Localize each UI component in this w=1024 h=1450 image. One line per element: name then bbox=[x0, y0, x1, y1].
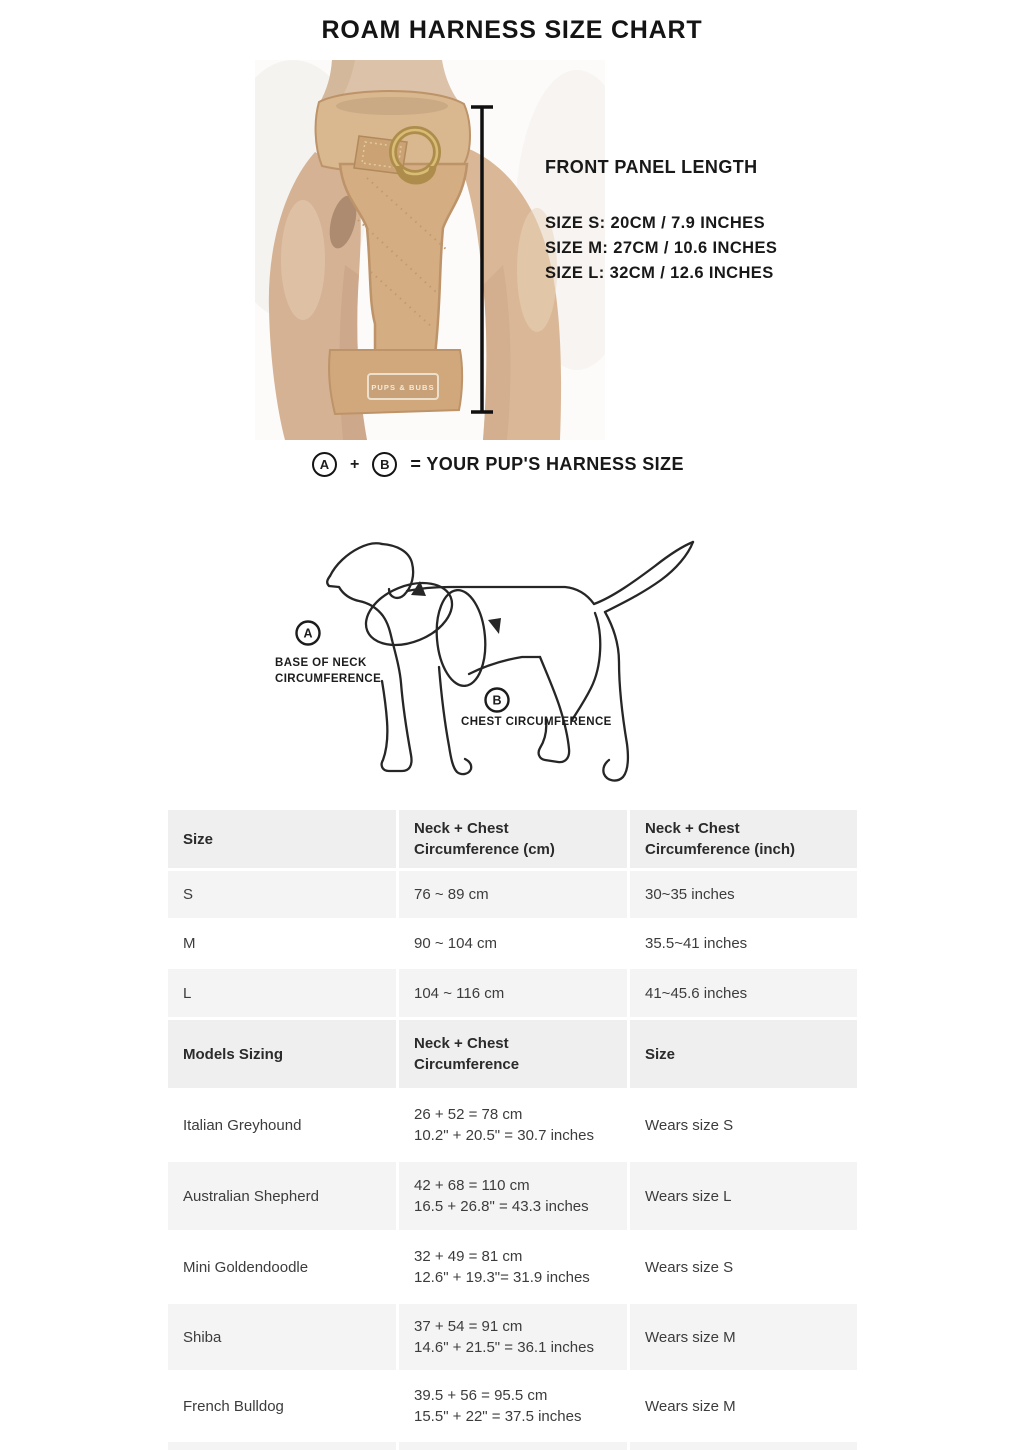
neck-caption-line2: CIRCUMFERENCE bbox=[275, 673, 382, 685]
table-row-partial bbox=[168, 1442, 396, 1450]
diagram-badge-a-letter: A bbox=[303, 626, 313, 641]
size-row-s-inch: 30~35 inches bbox=[630, 871, 857, 918]
neck-caption-line1: BASE OF NECK bbox=[275, 657, 367, 669]
chest-loop-arrowhead-icon bbox=[488, 618, 501, 634]
model-row-name: French Bulldog bbox=[168, 1373, 396, 1439]
neck-loop bbox=[357, 571, 461, 657]
model-row-name: Shiba bbox=[168, 1304, 396, 1370]
size-row-l-cm: 104 ~ 116 cm bbox=[399, 969, 627, 1017]
size-row-m-label: M bbox=[168, 921, 396, 966]
model-row-name: Australian Shepherd bbox=[168, 1162, 396, 1230]
model-row-measure: 42 + 68 = 110 cm 16.5 + 26.8" = 43.3 inches bbox=[399, 1162, 627, 1230]
size-table-header-inch: Neck + Chest Circumference (inch) bbox=[630, 810, 857, 868]
model-row-wears: Wears size S bbox=[630, 1233, 857, 1301]
size-table-header-size: Size bbox=[168, 810, 396, 868]
chest-caption: CHEST CIRCUMFERENCE bbox=[461, 716, 612, 728]
size-row-l-inch: 41~45.6 inches bbox=[630, 969, 857, 1017]
badge-b-icon: B bbox=[372, 452, 397, 477]
page-title: ROAM HARNESS SIZE CHART bbox=[321, 16, 703, 44]
model-row-wears: Wears size M bbox=[630, 1373, 857, 1439]
front-panel-length-block bbox=[545, 157, 875, 286]
model-row-measure: 26 + 52 = 78 cm 10.2" + 20.5" = 30.7 inches bbox=[399, 1091, 627, 1159]
chest-loop bbox=[433, 588, 489, 688]
front-panel-size-s: SIZE S: 20CM / 7.9 INCHES bbox=[545, 214, 765, 232]
front-panel-size-m: SIZE M: 27CM / 10.6 INCHES bbox=[545, 239, 778, 257]
harness-brand-label: PUPS & BUBS bbox=[371, 383, 435, 392]
model-row-wears: Wears size S bbox=[630, 1091, 857, 1159]
model-row-measure: 32 + 49 = 81 cm 12.6" + 19.3"= 31.9 inches bbox=[399, 1233, 627, 1301]
model-row-measure: 37 + 54 = 91 cm 14.6" + 21.5" = 36.1 inches bbox=[399, 1304, 627, 1370]
measurement-diagram bbox=[268, 518, 738, 798]
dog-outline-illustration bbox=[268, 518, 738, 798]
model-row-name: Italian Greyhound bbox=[168, 1091, 396, 1159]
size-row-m-inch: 35.5~41 inches bbox=[630, 921, 857, 966]
model-row-name: Mini Goldendoodle bbox=[168, 1233, 396, 1301]
models-header-label: Models Sizing bbox=[168, 1020, 396, 1088]
plus-sign: + bbox=[350, 455, 360, 473]
front-panel-size-l: SIZE L: 32CM / 12.6 INCHES bbox=[545, 264, 774, 282]
size-table bbox=[168, 810, 857, 1450]
size-row-l-label: L bbox=[168, 969, 396, 1017]
size-row-s-cm: 76 ~ 89 cm bbox=[399, 871, 627, 918]
size-table-header-cm: Neck + Chest Circumference (cm) bbox=[399, 810, 627, 868]
harness-size-formula bbox=[312, 452, 684, 477]
front-panel-length-heading: FRONT PANEL LENGTH bbox=[545, 157, 758, 177]
model-row-wears: Wears size L bbox=[630, 1162, 857, 1230]
model-row-measure: 39.5 + 56 = 95.5 cm 15.5" + 22" = 37.5 inches bbox=[399, 1373, 627, 1439]
size-row-s-label: S bbox=[168, 871, 396, 918]
table-row-partial bbox=[630, 1442, 857, 1450]
models-header-circumference: Neck + Chest Circumference bbox=[399, 1020, 627, 1088]
models-header-size: Size bbox=[630, 1020, 857, 1088]
model-row-wears: Wears size M bbox=[630, 1304, 857, 1370]
diagram-badge-b-letter: B bbox=[492, 693, 502, 708]
badge-a-icon: A bbox=[312, 452, 337, 477]
table-row-partial bbox=[399, 1442, 627, 1450]
size-row-m-cm: 90 ~ 104 cm bbox=[399, 921, 627, 966]
formula-text: = YOUR PUP'S HARNESS SIZE bbox=[410, 454, 684, 474]
